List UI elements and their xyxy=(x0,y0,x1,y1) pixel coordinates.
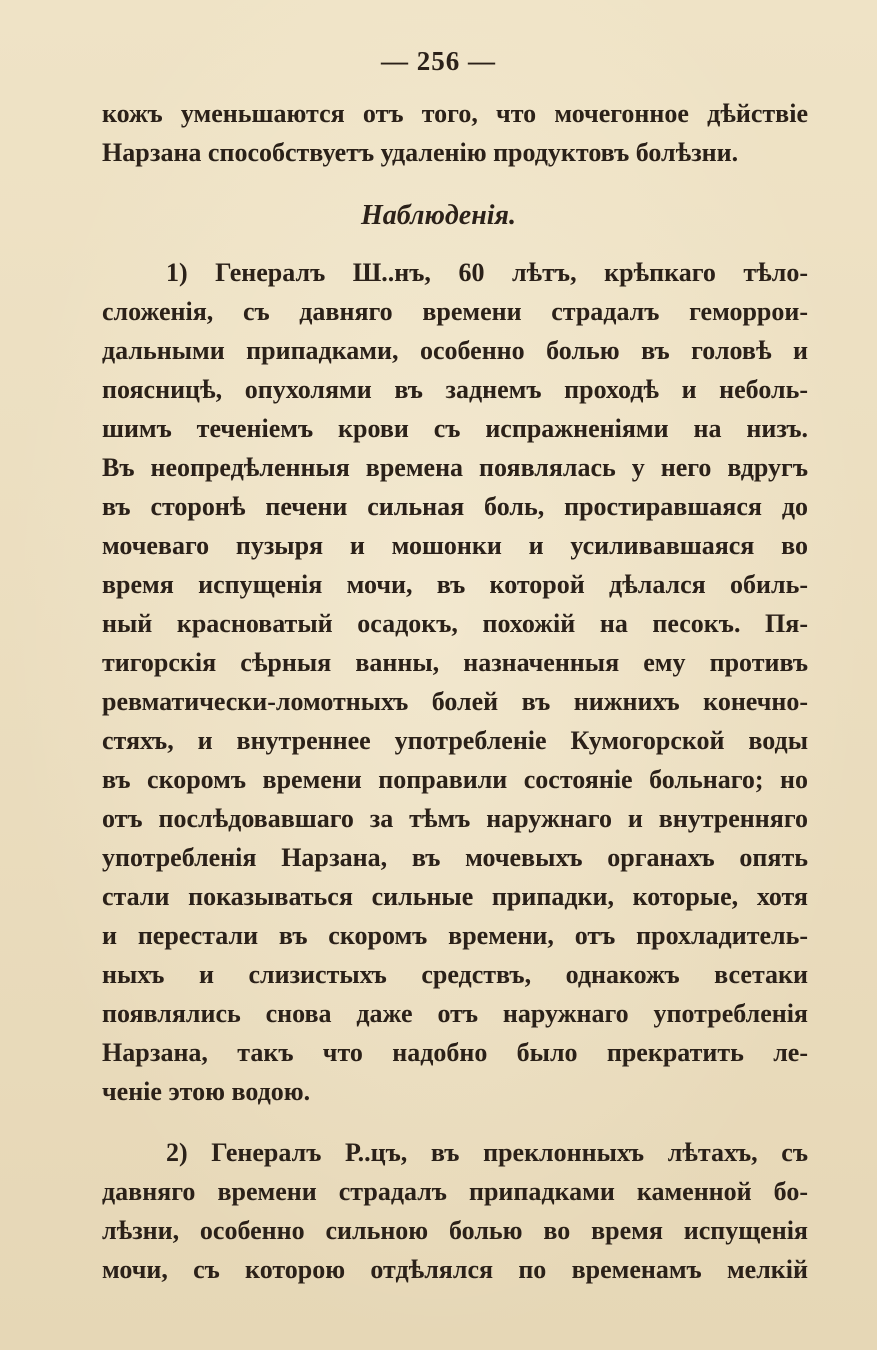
text-line: въ скоромъ времени поправили состояніе больнаго; но xyxy=(102,765,808,794)
observation-1-paragraph xyxy=(102,255,808,1113)
text-line: мочи, съ которою отдѣлялся по временамъ мелкій xyxy=(102,1255,808,1284)
text-line: появлялись снова даже отъ наружнаго употребленія xyxy=(102,999,808,1028)
text-line: ный красноватый осадокъ, похожій на песокъ. Пя- xyxy=(102,609,808,638)
intro-paragraph xyxy=(102,96,808,174)
text-line: 2) Генералъ Р..цъ, въ преклонныхъ лѣтахъ, съ xyxy=(166,1138,808,1167)
section-heading: Наблюденія. xyxy=(361,200,516,231)
text-line: лѣзни, особенно сильною болью во время испущенія xyxy=(102,1216,808,1245)
text-line: употребленія Нарзана, въ мочевыхъ органахъ опять xyxy=(102,843,808,872)
text-line: стяхъ, и внутреннее употребленіе Кумогорской воды xyxy=(102,726,808,755)
text-line: шимъ теченіемъ крови съ испражненіями на низъ. xyxy=(102,414,808,443)
text-line: давняго времени страдалъ припадками каменной бо- xyxy=(102,1177,808,1206)
text-line: Нарзана способствуетъ удаленію продуктовъ болѣзни. xyxy=(102,138,739,167)
text-line: сложенія, съ давняго времени страдалъ геморрои- xyxy=(102,297,808,326)
text-line: стали показываться сильные припадки, которые, хотя xyxy=(102,882,808,911)
text-line: ченіе этою водою. xyxy=(102,1077,311,1106)
text-line: ныхъ и слизистыхъ средствъ, однакожъ всетаки xyxy=(102,960,808,989)
text-line: ревматически-ломотныхъ болей въ нижнихъ конечно- xyxy=(102,687,808,716)
text-line: 1) Генералъ Ш..нъ, 60 лѣтъ, крѣпкаго тѣло- xyxy=(166,258,808,287)
text-line: мочеваго пузыря и мошонки и усиливавшаяся во xyxy=(102,531,808,560)
text-line: Въ неопредѣленныя времена появлялась у него вдругъ xyxy=(102,453,808,482)
text-line: время испущенія мочи, въ которой дѣлался обиль- xyxy=(102,570,808,599)
text-line: Нарзана, такъ что надобно было прекратить ле- xyxy=(102,1038,808,1067)
text-line: тигорскія сѣрныя ванны, назначенныя ему противъ xyxy=(102,648,808,677)
text-line: кожъ уменьшаются отъ того, что мочегонное дѣйствіе xyxy=(102,99,808,128)
text-line: въ сторонѣ печени сильная боль, простиравшаяся до xyxy=(102,492,808,521)
text-line: отъ послѣдовавшаго за тѣмъ наружнаго и внутренняго xyxy=(102,804,808,833)
text-line: и перестали въ скоромъ времени, отъ прохладитель- xyxy=(102,921,808,950)
page-number: — 256 — xyxy=(381,46,496,76)
text-line: поясницѣ, опухолями въ заднемъ проходѣ и неболь- xyxy=(102,375,808,404)
observation-2-paragraph xyxy=(102,1135,808,1291)
text-line: дальными припадками, особенно болью въ головѣ и xyxy=(102,336,808,365)
